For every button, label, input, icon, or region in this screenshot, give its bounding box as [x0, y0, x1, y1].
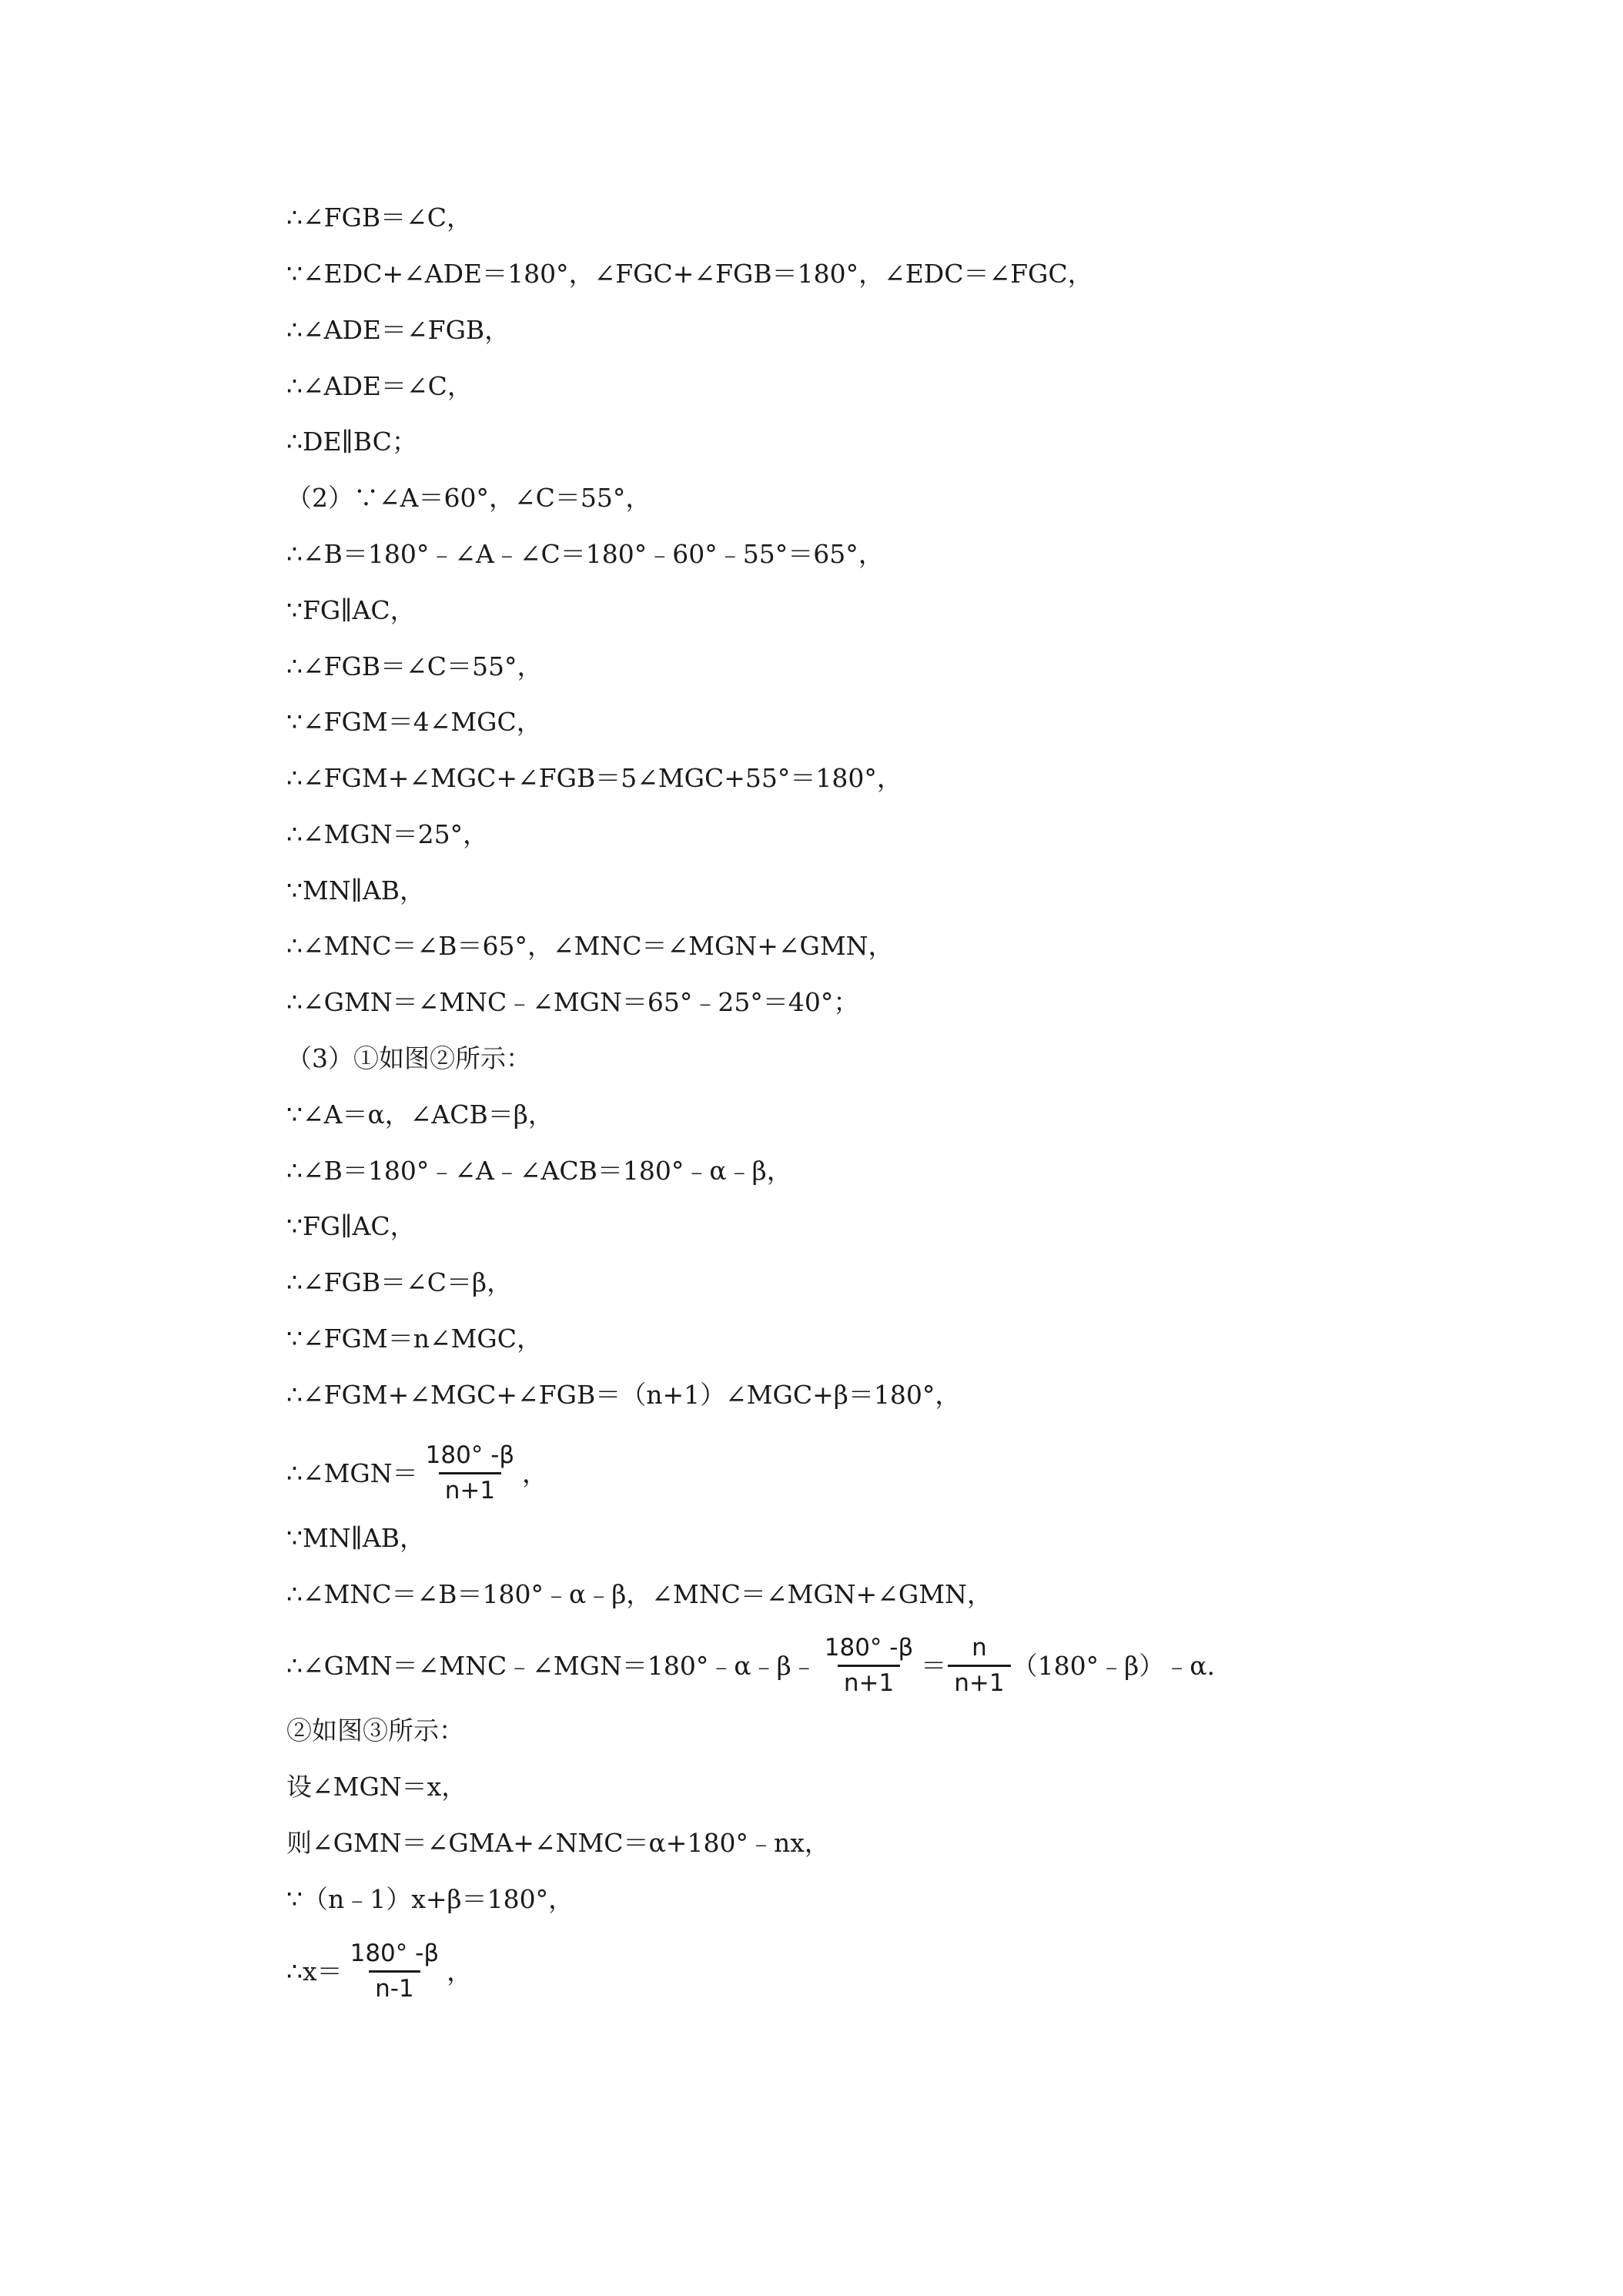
equation-suffix: ， — [447, 1956, 473, 1986]
fraction-numerator: 180° -β — [824, 1633, 914, 1662]
proof-line: ∴∠FGB＝∠C， — [286, 202, 473, 233]
proof-line: ∵∠FGM＝n∠MGC， — [286, 1323, 542, 1354]
fraction-numerator: 180° -β — [350, 1939, 440, 1967]
proof-line: ∵∠FGM＝4∠MGC， — [286, 706, 542, 737]
equation-suffix: （180°﹣β）﹣α. — [1012, 1650, 1215, 1681]
section-heading: （3）①如图②所示： — [286, 1043, 531, 1073]
proof-line: ∴∠FGB＝∠C＝β， — [286, 1267, 513, 1297]
section-heading: ②如图③所示： — [286, 1715, 464, 1745]
proof-line: ∵∠EDC+∠ADE＝180°，∠FGC+∠FGB＝180°，∠EDC＝∠FGC， — [286, 258, 1093, 289]
proof-line: ∴∠FGM+∠MGC+∠FGB＝5∠MGC+55°＝180°， — [286, 762, 902, 793]
proof-line: ∴DE∥BC； — [286, 426, 417, 457]
proof-line: ∴∠MNC＝∠B＝65°，∠MNC＝∠MGN+∠GMN， — [286, 930, 894, 961]
equals-sign: ＝ — [921, 1650, 947, 1681]
fraction-numerator: n — [972, 1633, 987, 1662]
proof-line: ∴∠ADE＝∠FGB， — [286, 314, 510, 345]
proof-line: 设∠MGN＝x， — [286, 1771, 467, 1802]
equation-prefix: ∴∠GMN＝∠MNC﹣∠MGN＝180°﹣α﹣β﹣ — [286, 1650, 817, 1681]
proof-line: ∴∠MGN＝25°， — [286, 818, 489, 849]
proof-line: ∴∠MNC＝∠B＝180°﹣α﹣β，∠MNC＝∠MGN+∠GMN， — [286, 1578, 992, 1609]
fraction — [948, 1633, 1010, 1697]
mgn-fraction-line — [286, 1438, 547, 1508]
proof-line: ∵（n﹣1）x+β＝180°， — [286, 1883, 574, 1914]
proof-line: ∵MN∥AB， — [286, 875, 425, 905]
fraction-numerator: 180° -β — [425, 1441, 515, 1469]
proof-line: ∵FG∥AC， — [286, 594, 416, 625]
x-fraction-line — [286, 1936, 472, 2006]
fraction-denominator: n+1 — [838, 1665, 900, 1695]
equation-suffix: ， — [522, 1458, 548, 1488]
proof-line: ∴∠B＝180°﹣∠A﹣∠ACB＝180°﹣α﹣β， — [286, 1155, 792, 1186]
proof-line: ∵MN∥AB， — [286, 1522, 425, 1553]
proof-line: ∴∠B＝180°﹣∠A﹣∠C＝180°﹣60°﹣55°＝65°， — [286, 538, 884, 569]
proof-line: ∴∠ADE＝∠C， — [286, 370, 473, 401]
proof-line: ∴∠GMN＝∠MNC﹣∠MGN＝65°﹣25°＝40°； — [286, 986, 859, 1017]
proof-line: 则∠GMN＝∠GMA+∠NMC＝α+180°﹣nx， — [286, 1827, 830, 1858]
fraction — [818, 1633, 920, 1697]
fraction — [344, 1939, 446, 2003]
fraction-denominator: n+1 — [439, 1472, 501, 1503]
equation-prefix: ∴∠MGN＝ — [286, 1458, 418, 1488]
fraction-denominator: n+1 — [948, 1665, 1010, 1695]
fraction — [420, 1441, 521, 1504]
fraction-denominator: n-1 — [369, 1970, 420, 2001]
proof-line: ∴∠FGM+∠MGC+∠FGB＝（n+1）∠MGC+β＝180°， — [286, 1379, 961, 1410]
gmn-fraction-line — [286, 1631, 1215, 1700]
equation-prefix: ∴x＝ — [286, 1956, 343, 1986]
proof-line: （2）∵∠A＝60°，∠C＝55°， — [286, 482, 651, 513]
proof-line: ∵∠A＝α，∠ACB＝β， — [286, 1099, 554, 1130]
proof-line: ∵FG∥AC， — [286, 1210, 416, 1241]
proof-line: ∴∠FGB＝∠C＝55°， — [286, 651, 543, 681]
